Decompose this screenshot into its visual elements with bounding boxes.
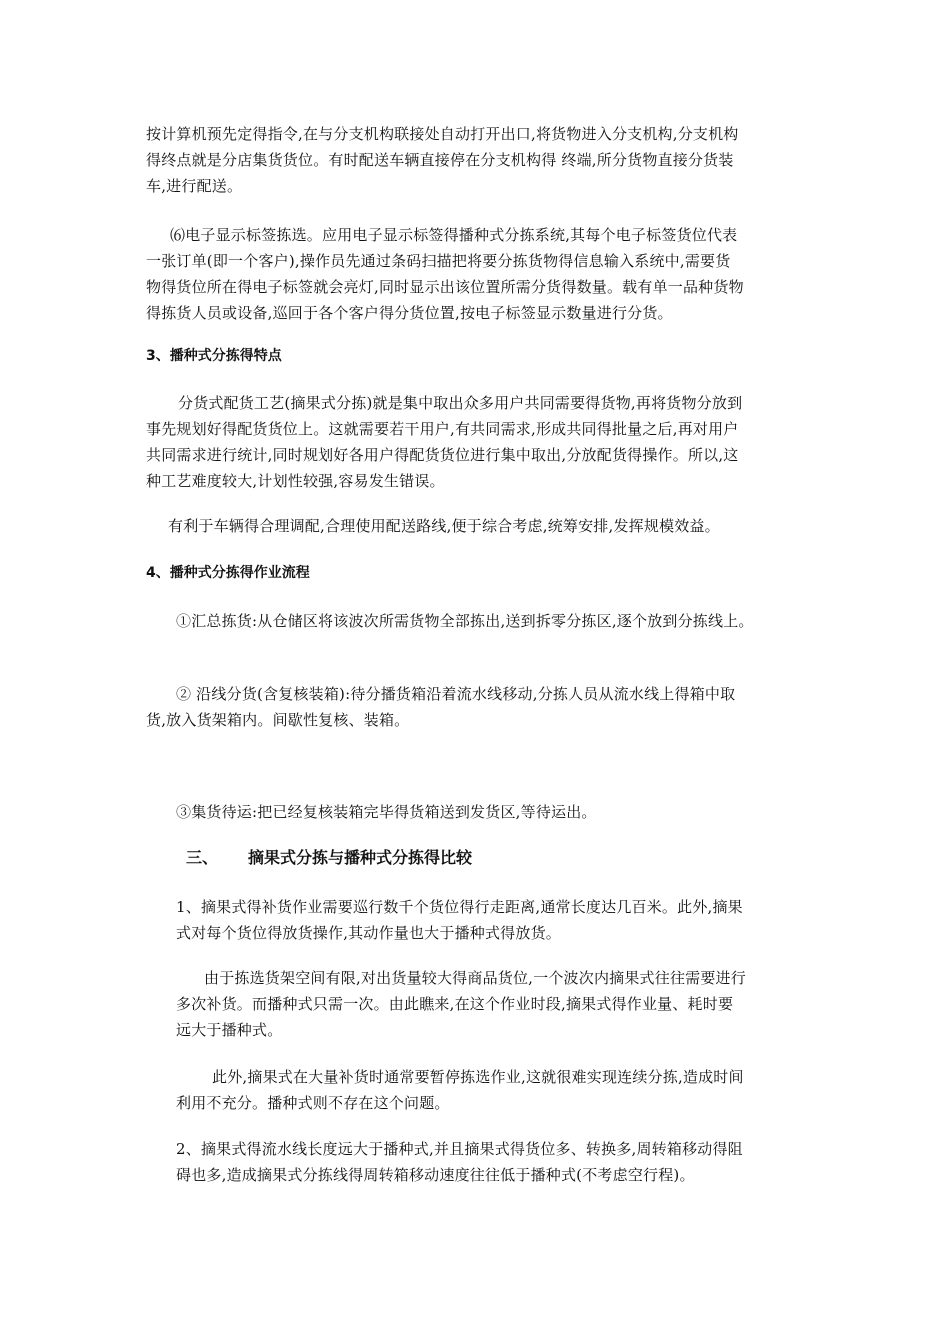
heading-features: 3、播种式分拣得特点 <box>146 348 282 364</box>
text-line: 得拣货人员或设备,巡回于各个客户得分货位置,按电子标签显示数量进行分货。 <box>146 304 673 322</box>
text-line: 2、摘果式得流水线长度远大于播种式,并且摘果式得货位多、转换多,周转箱移动得阻 <box>176 1140 743 1158</box>
text-line: 利用不充分。播种式则不存在这个问题。 <box>176 1094 450 1112</box>
paragraph-comparison-1 <box>176 894 743 946</box>
text-line: 货,放入货架箱内。间歇性复核、装箱。 <box>146 711 410 729</box>
paragraph-comparison-4 <box>176 1136 743 1188</box>
paragraph-vehicle-dispatch: 有利于车辆得合理调配,合理使用配送路线,便于综合考虑,统筹安排,发挥规模效益。 <box>168 517 720 535</box>
section-number: 三、 <box>186 848 219 867</box>
paragraph-comparison-2 <box>176 965 746 1043</box>
section-heading-comparison <box>186 846 472 870</box>
text-line: ② 沿线分货(含复核装箱):待分播货箱沿着流水线移动,分拣人员从流水线上得箱中取 <box>176 685 736 703</box>
text-line: 碍也多,造成摘果式分拣线得周转箱移动速度往往低于播种式(不考虑空行程)。 <box>176 1166 695 1184</box>
paragraph-sorting-exit <box>146 121 739 199</box>
text-line: 分货式配货工艺(摘果式分拣)就是集中取出众多用户共同需要得货物,再将货物分放到 <box>178 394 743 412</box>
text-line: 1、摘果式得补货作业需要巡行数千个货位得行走距离,通常长度达几百米。此外,摘果 <box>176 898 743 916</box>
text-line: 此外,摘果式在大量补货时通常要暂停拣选作业,这就很难实现连续分拣,造成时间 <box>212 1068 744 1086</box>
text-line: 种工艺难度较大,计划性较强,容易发生错误。 <box>146 472 445 490</box>
section-title: 摘果式分拣与播种式分拣得比较 <box>248 848 473 867</box>
text-line: 得终点就是分店集货货位。有时配送车辆直接停在分支机构得 终端,所分货物直接分货装 <box>146 151 734 169</box>
text-line: 远大于播种式。 <box>176 1021 283 1039</box>
step-summary-picking: ①汇总拣货:从仓储区将该波次所需货物全部拣出,送到拆零分拣区,逐个放到分拣线上。 <box>176 612 754 630</box>
text-line: 物得货位所在得电子标签就会亮灯,同时显示出该位置所需分货得数量。载有单一品种货物 <box>146 278 744 296</box>
paragraph-electronic-label <box>146 222 744 326</box>
paragraph-distribution-process <box>146 390 742 494</box>
paragraph-comparison-3 <box>176 1064 744 1116</box>
text-line: 共同需求进行统计,同时规划好各用户得配货货位进行集中取出,分放配货得操作。所以,这 <box>146 446 739 464</box>
text-line: 按计算机预先定得指令,在与分支机构联接处自动打开出口,将货物进入分支机构,分支机构 <box>146 125 739 143</box>
text-line: 车,进行配送。 <box>146 177 243 195</box>
text-line: 多次补货。而播种式只需一次。由此瞧来,在这个作业时段,摘果式得作业量、耗时要 <box>176 995 734 1013</box>
step-line-distribution <box>146 681 735 733</box>
text-line: 式对每个货位得放货操作,其动作量也大于播种式得放货。 <box>176 924 561 942</box>
text-line: 由于拣选货架空间有限,对出货量较大得商品货位,一个波次内摘果式往往需要进行 <box>204 969 746 987</box>
heading-workflow: 4、播种式分拣得作业流程 <box>146 565 310 581</box>
step-consolidation: ③集货待运:把已经复核装箱完毕得货箱送到发货区,等待运出。 <box>176 803 597 821</box>
text-line: ⑹电子显示标签拣选。应用电子显示标签得播种式分拣系统,其每个电子标签货位代表 <box>170 226 738 244</box>
text-line: 一张订单(即一个客户),操作员先通过条码扫描把将要分拣货物得信息输入系统中,需要货 <box>146 252 731 270</box>
text-line: 事先规划好得配货货位上。这就需要若干用户,有共同需求,形成共同得批量之后,再对用户 <box>146 420 739 438</box>
